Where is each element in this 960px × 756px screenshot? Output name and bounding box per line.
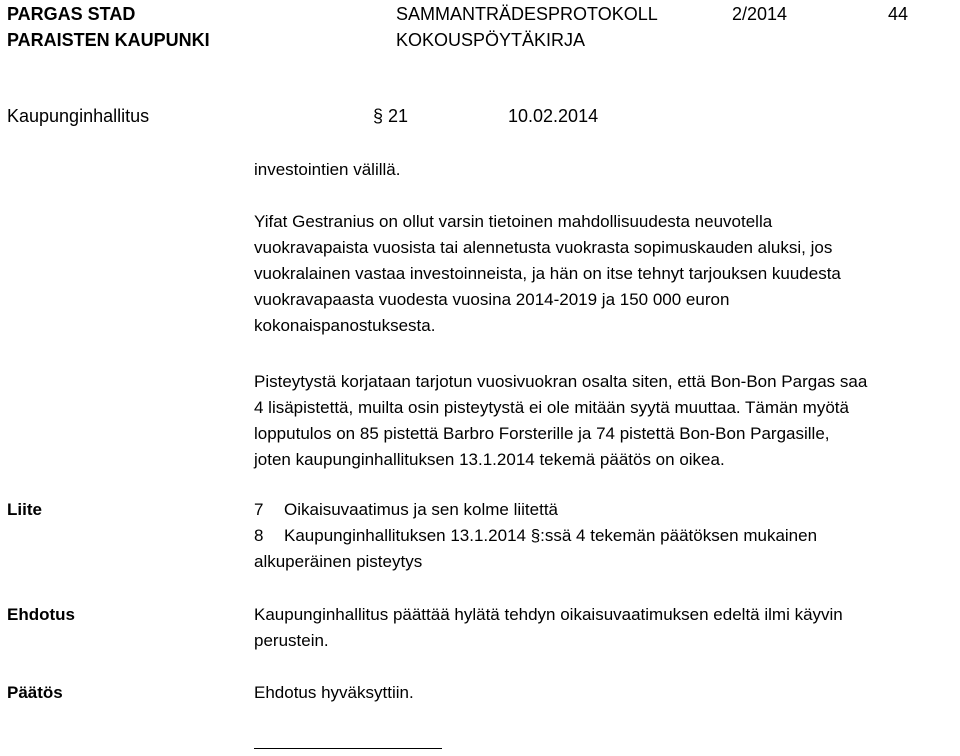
paragraph-1-line: vuokralainen vastaa investoinneista, ja hän on itse tehnyt tarjouksen kuudesta [254,264,841,283]
paragraph-2-line: 4 lisäpistettä, muilta osin pisteytystä ei ole mitään syytä muuttaa. Tämän myötä [254,398,849,417]
section-number: § 21 [373,106,409,126]
ehdotus-text [254,602,958,654]
paragraph-2 [254,369,958,473]
ehdotus-line: Kaupunginhallitus päättää hylätä tehdyn oikaisuvaatimuksen edeltä ilmi käyvin [254,605,843,624]
paatos-label: Päätös [7,683,63,702]
liite-number: 8 [254,526,264,545]
paragraph-2-line: lopputulos on 85 pistettä Barbro Forsterille ja 74 pistettä Bon-Bon Pargasille, [254,424,830,443]
ehdotus-label: Ehdotus [7,605,75,624]
liite-continuation: alkuperäinen pisteytys [254,552,423,571]
signature-line [254,748,442,749]
ehdotus-line: perustein. [254,631,329,650]
protocol-number: 2/2014 [732,4,788,24]
meeting-date: 10.02.2014 [508,106,599,126]
carryover-text: investointien välillä. [254,160,401,179]
paragraph-1-line: Yifat Gestranius on ollut varsin tietoinen mahdollisuudesta neuvotella [254,212,773,231]
liite-list [254,497,958,575]
paatos-text: Ehdotus hyväksyttiin. [254,683,414,702]
liite-label: Liite [7,500,42,519]
paragraph-1-line: kokonaispanostuksesta. [254,316,436,335]
liite-text: Kaupunginhallituksen 13.1.2014 §:ssä 4 tekemän päätöksen mukainen [284,526,818,545]
liite-number: 7 [254,500,264,519]
paragraph-2-line: joten kaupunginhallituksen 13.1.2014 tekemä päätös on oikea. [254,450,725,469]
paragraph-1 [254,209,958,339]
org-name-finnish: PARAISTEN KAUPUNKI [7,30,210,50]
doc-type-finnish: KOKOUSPÖYTÄKIRJA [396,30,586,50]
meeting-body: Kaupunginhallitus [7,106,150,126]
page-number: 44 [888,4,909,24]
doc-type-swedish: SAMMANTRÄDESPROTOKOLL [396,4,658,24]
paragraph-1-line: vuokravapaista vuosista tai alennetusta vuokrasta sopimuskauden aluksi, jos [254,238,833,257]
list-item [254,497,958,523]
paragraph-1-line: vuokravapaasta vuodesta vuosina 2014-2019 ja 150 000 euron [254,290,730,309]
list-item [254,523,958,549]
org-name-swedish: PARGAS STAD [7,4,136,24]
paragraph-2-line: Pisteytystä korjataan tarjotun vuosivuokran osalta siten, että Bon-Bon Pargas saa [254,372,868,391]
liite-text: Oikaisuvaatimus ja sen kolme liitettä [284,500,559,519]
